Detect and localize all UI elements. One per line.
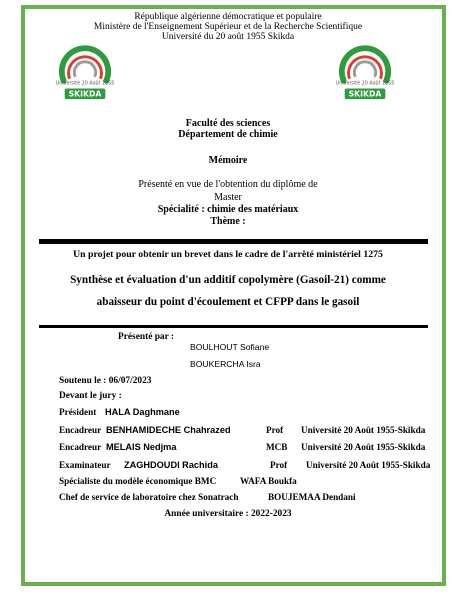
- jury-examinateur-name: [124, 461, 218, 470]
- university-logo-right-graphic: [336, 44, 394, 102]
- academic-year: Année universitaire : 2022-2023: [164, 509, 292, 519]
- university-logo-left-graphic: [56, 44, 114, 102]
- jury-president-name: [105, 408, 180, 417]
- specialty: Spécialité : chimie des matériaux: [157, 204, 299, 215]
- jury-encadreur-1-role: Encadreur: [59, 425, 102, 435]
- presented-by-label: Présenté par :: [118, 332, 175, 342]
- jury-examinateur-affiliation: Université 20 Août 1955-Skikda: [306, 460, 431, 470]
- header-university: Université du 20 août 1955 Skikda: [161, 32, 295, 42]
- jury-encadreur-2-affiliation: Université 20 Août 1955-Skikda: [301, 442, 426, 452]
- document-type: Mémoire: [208, 155, 248, 166]
- jury-president-name-text: HALA Daghmane: [105, 407, 180, 417]
- department-name: Département de chimie: [178, 129, 278, 140]
- project-title-line-1: Synthèse et évaluation d'un additif copolymère (Gasoil-21) comme: [70, 274, 386, 286]
- header-ministry: Ministère de l'Enseignement Supérieur et de la Recherche Scientifique: [93, 22, 363, 32]
- author-1: BOULHOUT Sofiane: [190, 342, 270, 352]
- logo-left-text-bottom: SKIKDA: [68, 89, 102, 99]
- jury-label: Devant le jury :: [59, 391, 122, 401]
- jury-encadreur-2-role: Encadreur: [59, 442, 102, 452]
- jury-examinateur-name-text: ZAGHDOUDI Rachida: [124, 460, 218, 470]
- jury-encadreur-2-grade: MCB: [266, 442, 288, 452]
- title-rule-bottom: [39, 325, 428, 328]
- jury-examinateur-grade: Prof: [270, 460, 288, 470]
- jury-president-role: Président: [59, 407, 97, 417]
- author-2: BOUKERCHA Isra: [190, 359, 261, 369]
- jury-encadreur-1-name: [106, 426, 231, 435]
- defense-date: Soutenu le : 06/07/2023: [59, 376, 152, 386]
- purpose-line-2: Master: [214, 192, 242, 203]
- jury-encadreur-1-grade: Prof: [266, 425, 284, 435]
- jury-lab-chief-name: BOUJEMAA Dendani: [268, 492, 356, 502]
- purpose-line-1: Présenté en vue de l'obtention du diplôme de: [138, 179, 318, 190]
- title-rule-top: [39, 239, 428, 244]
- university-logo-right: [336, 44, 394, 102]
- jury-specialist-name: WAFA Boukfa: [240, 476, 297, 486]
- jury-encadreur-1-affiliation: Université 20 Août 1955-Skikda: [301, 425, 426, 435]
- university-logo-left: [56, 44, 114, 102]
- theme-label: Thème :: [210, 216, 246, 227]
- logo-right-text-top: Université 20 Août 1955: [336, 81, 394, 87]
- faculty-name: Faculté des sciences: [185, 118, 271, 129]
- jury-lab-chief-role: Chef de service de laboratoire chez Sonatrach: [59, 492, 239, 502]
- header-republic: République algérienne démocratique et populaire: [134, 12, 322, 22]
- jury-encadreur-1-name-text: BENHAMIDECHE Chahrazed: [106, 425, 231, 435]
- logo-left-text-top: Université 20 Août 1955: [56, 81, 114, 87]
- project-title-line-2: abaisseur du point d'écoulement et CFPP dans le gasoil: [96, 296, 360, 308]
- logo-right-text-bottom: SKIKDA: [348, 89, 382, 99]
- jury-encadreur-2-name-text: MELAIS Nedjma: [106, 442, 177, 452]
- jury-examinateur-role: Examinateur: [59, 460, 111, 470]
- jury-encadreur-2-name: [106, 443, 176, 452]
- jury-specialist-role: Spécialiste du modèle économique BMC: [59, 476, 217, 486]
- project-subtitle: Un projet pour obtenir un brevet dans le cadre de l'arrêté ministériel 1275: [73, 249, 383, 260]
